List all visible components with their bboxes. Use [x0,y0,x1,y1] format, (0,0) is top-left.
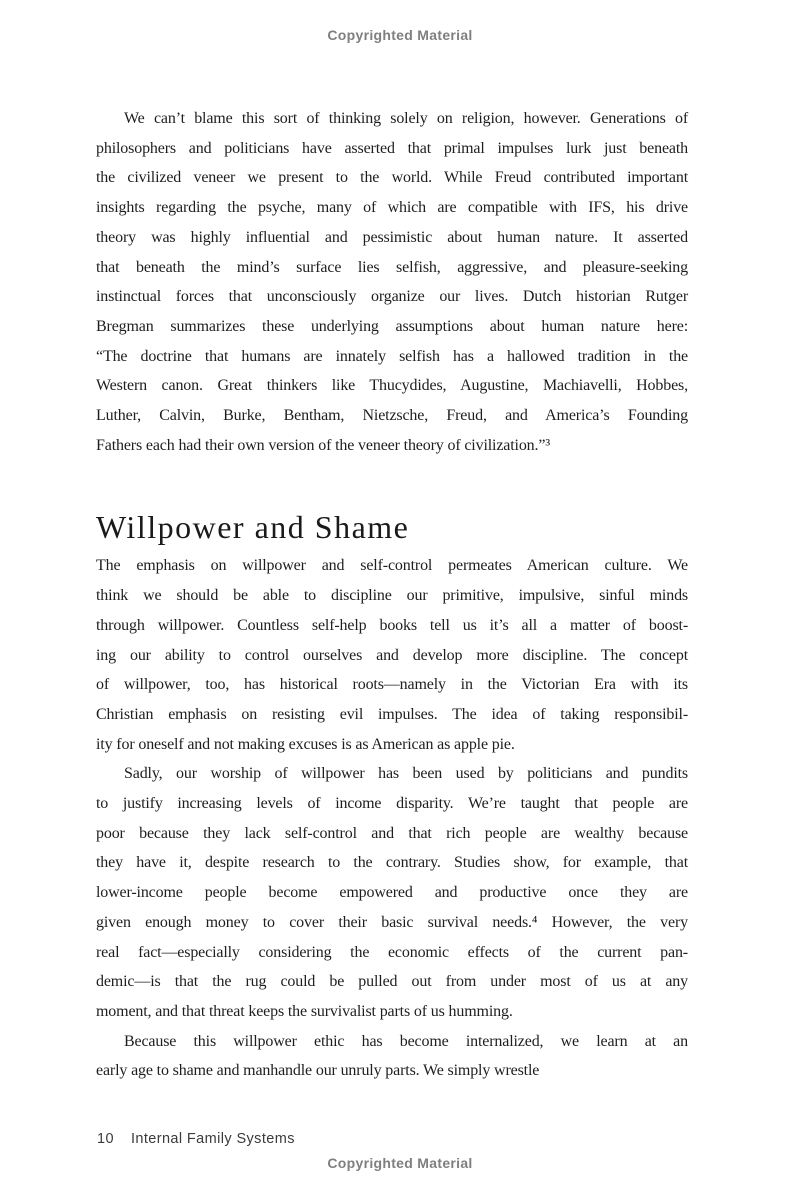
page-number: 10 [97,1131,114,1147]
text-line: Luther, Calvin, Burke, Bentham, Nietzsche, Freud, and America’s Founding [96,407,688,425]
paragraph [96,551,688,759]
text-line: to justify increasing levels of income disparity. We’re taught that people are [96,795,688,813]
text-line: through willpower. Countless self-help books tell us it’s all a matter of boost- [96,616,688,634]
text-line: Western canon. Great thinkers like Thucydides, Augustine, Machiavelli, Hobbes, [96,377,688,395]
text-line: they have it, despite research to the contrary. Studies show, for example, that [96,854,688,872]
text-line: Christian emphasis on resisting evil impulses. The idea of taking responsibil- [96,705,688,723]
text-line: Because this willpower ethic has become internalized, we learn at an [124,1032,688,1050]
text-line: poor because they lack self-control and that rich people are wealthy because [96,824,688,842]
text-line: philosophers and politicians have asserted that primal impulses lurk just beneath [96,139,688,157]
text-line: Bregman summarizes these underlying assumptions about human nature here: [96,317,688,335]
text-line: lower-income people become empowered and productive once they are [96,884,688,902]
section-heading: Willpower and Shame [96,509,410,546]
text-line: The emphasis on willpower and self-control permeates American culture. We [96,557,688,575]
text-line: moment, and that threat keeps the survivalist parts of us humming. [96,1002,513,1020]
book-title: Internal Family Systems [130,1131,295,1147]
text-line: “The doctrine that humans are innately selfish has a hallowed tradition in the [96,347,688,365]
text-line: ity for oneself and not making excuses is as American as apple pie. [96,735,515,753]
text-line: Fathers each had their own version of the veneer theory of civilization.”³ [96,436,550,454]
text-line: demic—is that the rug could be pulled out from under most of us at any [96,973,688,991]
text-line: instinctual forces that unconsciously organize our lives. Dutch historian Rutger [96,288,688,306]
paragraph [96,759,688,1026]
text-line: given enough money to cover their basic survival needs.⁴ However, the very [96,913,688,931]
text-line: theory was highly influential and pessimistic about human nature. It asserted [96,228,688,246]
text-line: insights regarding the psyche, many of which are compatible with IFS, his drive [96,199,688,217]
text-column [96,104,688,1086]
text-line: real fact—especially considering the economic effects of the current pan- [96,943,688,961]
text-line: We can’t blame this sort of thinking solely on religion, however. Generations of [124,110,688,127]
text-line: of willpower, too, has historical roots—namely in the Victorian Era with its [96,676,688,694]
text-line: ing our ability to control ourselves and develop more discipline. The concept [96,646,688,664]
text-line: the civilized veneer we present to the world. While Freud contributed important [96,169,688,187]
top-copyright-notice: Copyrighted Material [327,27,473,43]
bottom-copyright-notice: Copyrighted Material [327,1155,473,1171]
text-line: Sadly, our worship of willpower has been used by politicians and pundits [124,765,688,783]
text-line: that beneath the mind’s surface lies selfish, aggressive, and pleasure-seeking [96,258,688,276]
paragraph [96,1027,688,1086]
page-footer [97,1131,295,1147]
text-line: think we should be able to discipline our primitive, impulsive, sinful minds [96,587,688,605]
paragraph [96,104,688,460]
text-line: early age to shame and manhandle our unruly parts. We simply wrestle [96,1062,540,1080]
